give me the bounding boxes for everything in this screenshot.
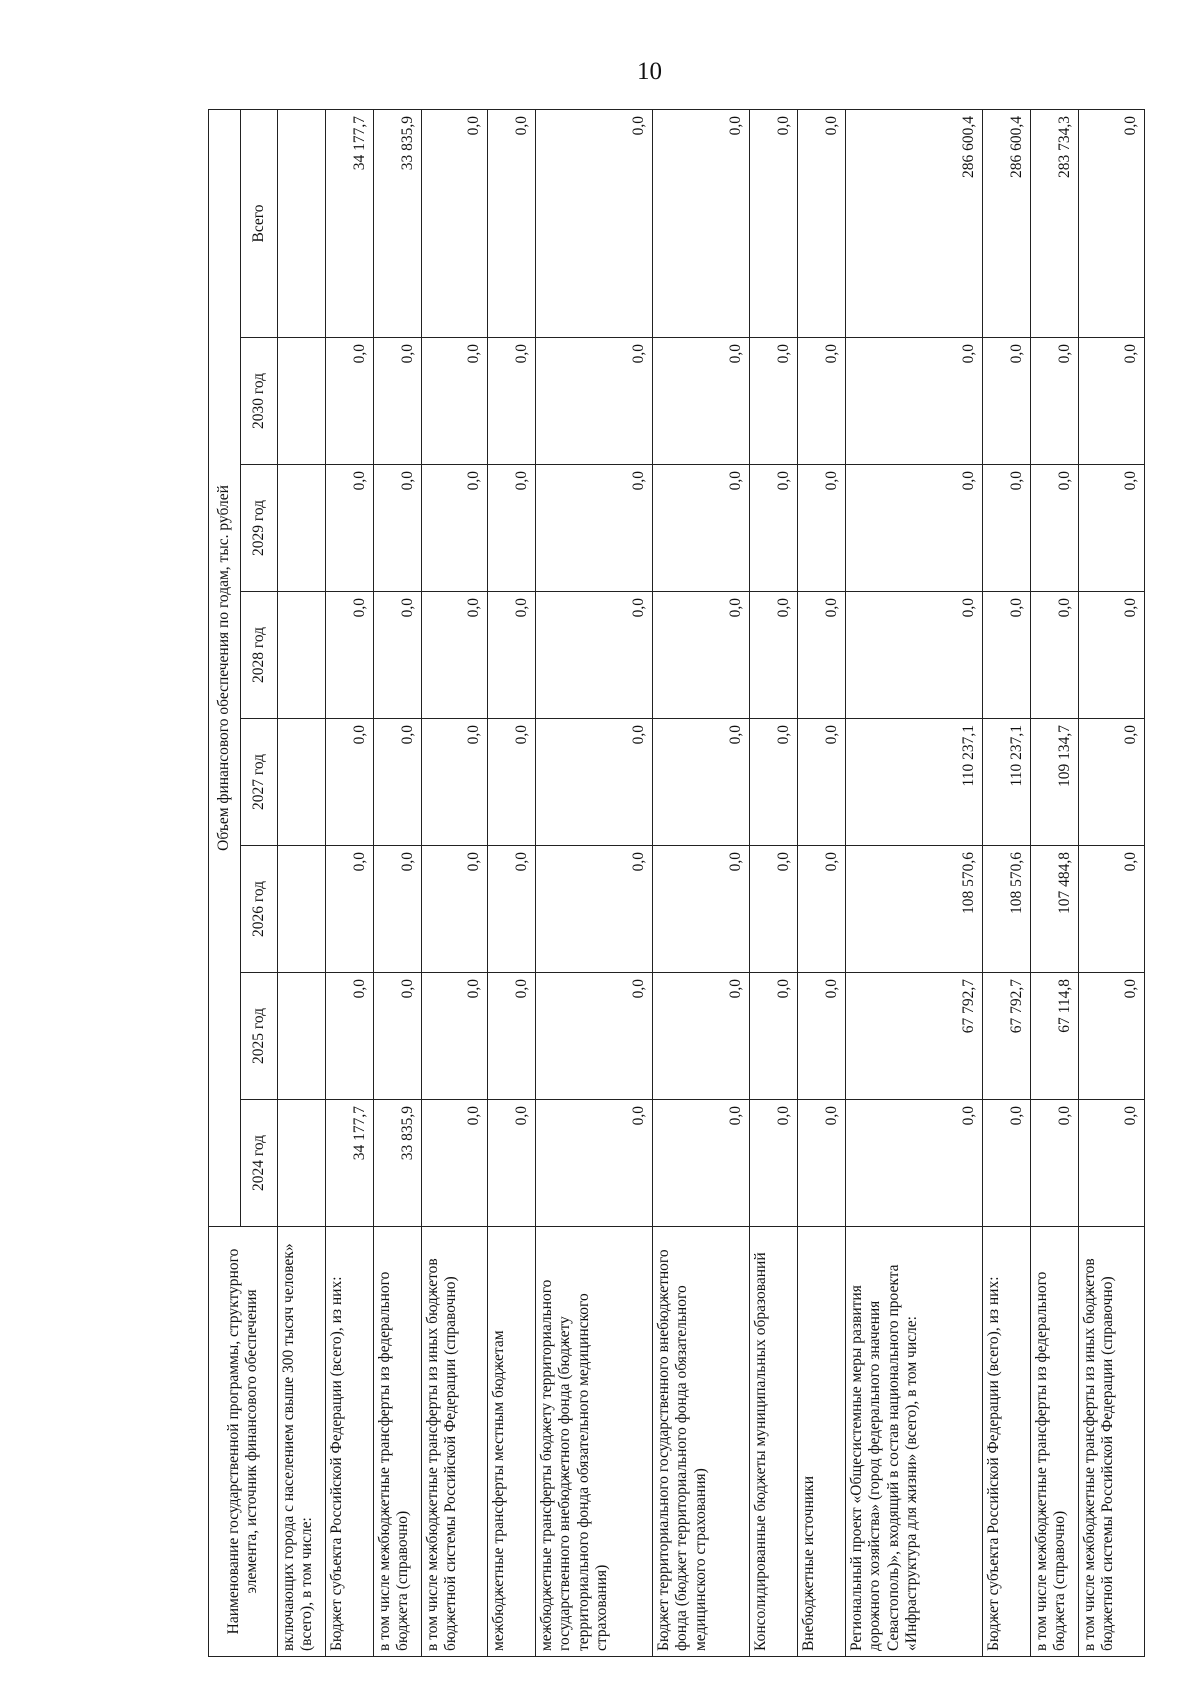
value-cell (278, 338, 326, 465)
value-cell: 0,0 (422, 719, 488, 846)
value-cell: 0,0 (798, 338, 846, 465)
value-cell: 67 792,7 (846, 973, 983, 1100)
value-cell: 0,0 (488, 1100, 536, 1227)
total-cell: 0,0 (422, 110, 488, 338)
total-cell: 0,0 (536, 110, 653, 338)
value-cell (278, 846, 326, 973)
value-cell: 0,0 (750, 592, 798, 719)
financing-table (208, 109, 1145, 1657)
value-cell: 0,0 (653, 338, 750, 465)
value-cell: 34 177,7 (326, 1100, 374, 1227)
total-cell: 283 734,3 (1031, 110, 1079, 338)
value-cell: 0,0 (488, 973, 536, 1100)
value-cell: 0,0 (983, 338, 1031, 465)
value-cell: 67 792,7 (983, 973, 1031, 1100)
total-cell: 286 600,4 (846, 110, 983, 338)
value-cell: 0,0 (798, 719, 846, 846)
header-year: 2029 год (241, 465, 278, 592)
value-cell: 0,0 (653, 719, 750, 846)
value-cell: 0,0 (374, 846, 422, 973)
table-row (846, 110, 983, 1657)
value-cell: 0,0 (653, 973, 750, 1100)
value-cell: 0,0 (326, 719, 374, 846)
row-label: в том числе межбюджетные трансферты из иных бюджетов бюджетной системы Российской Федерации (справочно) (422, 1227, 488, 1657)
row-label: Бюджет субъекта Российской Федерации (всего), из них: (983, 1227, 1031, 1657)
value-cell: 0,0 (846, 592, 983, 719)
row-label: в том числе межбюджетные трансферты из иных бюджетов бюджетной системы Российской Федерации (справочно) (1079, 1227, 1145, 1657)
value-cell: 0,0 (422, 846, 488, 973)
value-cell: 0,0 (798, 846, 846, 973)
table-row (1031, 110, 1079, 1657)
row-label: Консолидированные бюджеты муниципальных образований (750, 1227, 798, 1657)
value-cell: 0,0 (1031, 465, 1079, 592)
value-cell: 107 484,8 (1031, 846, 1079, 973)
value-cell: 0,0 (750, 719, 798, 846)
page-number: 10 (637, 58, 662, 85)
value-cell: 0,0 (536, 719, 653, 846)
value-cell: 0,0 (536, 465, 653, 592)
value-cell: 0,0 (374, 465, 422, 592)
value-cell: 0,0 (488, 719, 536, 846)
row-label: Региональный проект «Общесистемные меры развития дорожного хозяйства» (город федерального значения Севастополь)», входящий в состав национального проекта «Инфраструктура для жизни» (всего), в том числе: (846, 1227, 983, 1657)
value-cell: 0,0 (536, 1100, 653, 1227)
table-row (798, 110, 846, 1657)
total-cell: 0,0 (653, 110, 750, 338)
value-cell (278, 592, 326, 719)
row-label: включающих города с населением свыше 300 тысяч человек» (всего), в том числе: (278, 1227, 326, 1657)
value-cell: 0,0 (422, 592, 488, 719)
table-row (374, 110, 422, 1657)
row-label: в том числе межбюджетные трансферты из федерального бюджета (справочно) (1031, 1227, 1079, 1657)
row-label: межбюджетные трансферты бюджету территориального государственного внебюджетного фонда (бюджету территориального фонда обязательного медицинского страхования) (536, 1227, 653, 1657)
value-cell: 0,0 (326, 973, 374, 1100)
value-cell: 0,0 (536, 338, 653, 465)
value-cell: 0,0 (798, 465, 846, 592)
value-cell: 0,0 (1079, 719, 1145, 846)
value-cell: 0,0 (983, 592, 1031, 719)
header-name-column: Наименование государственной программы, структурного элемента, источник финансового обеспечения (209, 1227, 278, 1657)
value-cell: 0,0 (653, 592, 750, 719)
value-cell: 110 237,1 (846, 719, 983, 846)
value-cell: 0,0 (326, 465, 374, 592)
value-cell: 0,0 (1079, 338, 1145, 465)
row-label: Бюджет территориального государственного внебюджетного фонда (бюджет территориального фонда обязательного медицинского страхования) (653, 1227, 750, 1657)
value-cell: 0,0 (653, 846, 750, 973)
row-label: Бюджет субъекта Российской Федерации (всего), из них: (326, 1227, 374, 1657)
value-cell: 0,0 (653, 1100, 750, 1227)
value-cell: 0,0 (1079, 592, 1145, 719)
total-cell (278, 110, 326, 338)
header-year: 2030 год (241, 338, 278, 465)
value-cell: 0,0 (983, 1100, 1031, 1227)
value-cell: 0,0 (422, 338, 488, 465)
value-cell: 109 134,7 (1031, 719, 1079, 846)
table-row (983, 110, 1031, 1657)
total-cell: 0,0 (1079, 110, 1145, 338)
total-cell: 0,0 (750, 110, 798, 338)
value-cell: 0,0 (1079, 465, 1145, 592)
value-cell: 0,0 (750, 846, 798, 973)
header-year: 2026 год (241, 846, 278, 973)
header-year: 2024 год (241, 1100, 278, 1227)
value-cell: 0,0 (374, 719, 422, 846)
header-year: 2027 год (241, 719, 278, 846)
value-cell: 0,0 (798, 973, 846, 1100)
value-cell: 0,0 (326, 592, 374, 719)
header-year: 2028 год (241, 592, 278, 719)
value-cell: 0,0 (488, 592, 536, 719)
value-cell: 0,0 (488, 465, 536, 592)
value-cell: 0,0 (374, 338, 422, 465)
value-cell: 0,0 (983, 465, 1031, 592)
value-cell: 0,0 (422, 973, 488, 1100)
value-cell: 67 114,8 (1031, 973, 1079, 1100)
total-cell: 34 177,7 (326, 110, 374, 338)
header-volume-group: Объем финансового обеспечения по годам, тыс. рублей (209, 110, 241, 1227)
value-cell (278, 719, 326, 846)
value-cell: 33 835,9 (374, 1100, 422, 1227)
value-cell: 0,0 (1079, 1100, 1145, 1227)
value-cell: 0,0 (750, 973, 798, 1100)
value-cell: 108 570,6 (846, 846, 983, 973)
row-label: в том числе межбюджетные трансферты из федерального бюджета (справочно) (374, 1227, 422, 1657)
row-label: Внебюджетные источники (798, 1227, 846, 1657)
value-cell (278, 973, 326, 1100)
value-cell: 0,0 (1079, 973, 1145, 1100)
value-cell: 0,0 (488, 846, 536, 973)
table-row (326, 110, 374, 1657)
value-cell: 0,0 (1031, 338, 1079, 465)
value-cell: 0,0 (326, 846, 374, 973)
row-label: межбюджетные трансферты местным бюджетам (488, 1227, 536, 1657)
value-cell: 0,0 (326, 338, 374, 465)
value-cell: 0,0 (422, 465, 488, 592)
value-cell: 108 570,6 (983, 846, 1031, 973)
total-cell: 0,0 (488, 110, 536, 338)
value-cell: 0,0 (750, 338, 798, 465)
table-row (653, 110, 750, 1657)
table-row (488, 110, 536, 1657)
value-cell: 0,0 (1031, 592, 1079, 719)
value-cell: 0,0 (1079, 846, 1145, 973)
value-cell: 0,0 (536, 592, 653, 719)
value-cell: 0,0 (846, 465, 983, 592)
header-total: Всего (241, 110, 278, 338)
value-cell: 0,0 (536, 973, 653, 1100)
value-cell: 0,0 (374, 973, 422, 1100)
value-cell: 0,0 (750, 465, 798, 592)
value-cell: 0,0 (750, 1100, 798, 1227)
total-cell: 0,0 (798, 110, 846, 338)
financing-table-area (208, 110, 1140, 1657)
value-cell: 0,0 (798, 1100, 846, 1227)
value-cell: 0,0 (846, 338, 983, 465)
table-row (1079, 110, 1145, 1657)
value-cell: 0,0 (536, 846, 653, 973)
value-cell: 0,0 (846, 1100, 983, 1227)
value-cell: 0,0 (488, 338, 536, 465)
value-cell (278, 1100, 326, 1227)
value-cell: 0,0 (374, 592, 422, 719)
table-row (422, 110, 488, 1657)
total-cell: 286 600,4 (983, 110, 1031, 338)
table-row (536, 110, 653, 1657)
value-cell: 0,0 (1031, 1100, 1079, 1227)
value-cell: 0,0 (422, 1100, 488, 1227)
value-cell: 0,0 (798, 592, 846, 719)
value-cell (278, 465, 326, 592)
header-year: 2025 год (241, 973, 278, 1100)
table-row (278, 110, 326, 1657)
table-row (750, 110, 798, 1657)
total-cell: 33 835,9 (374, 110, 422, 338)
value-cell: 0,0 (653, 465, 750, 592)
value-cell: 110 237,1 (983, 719, 1031, 846)
